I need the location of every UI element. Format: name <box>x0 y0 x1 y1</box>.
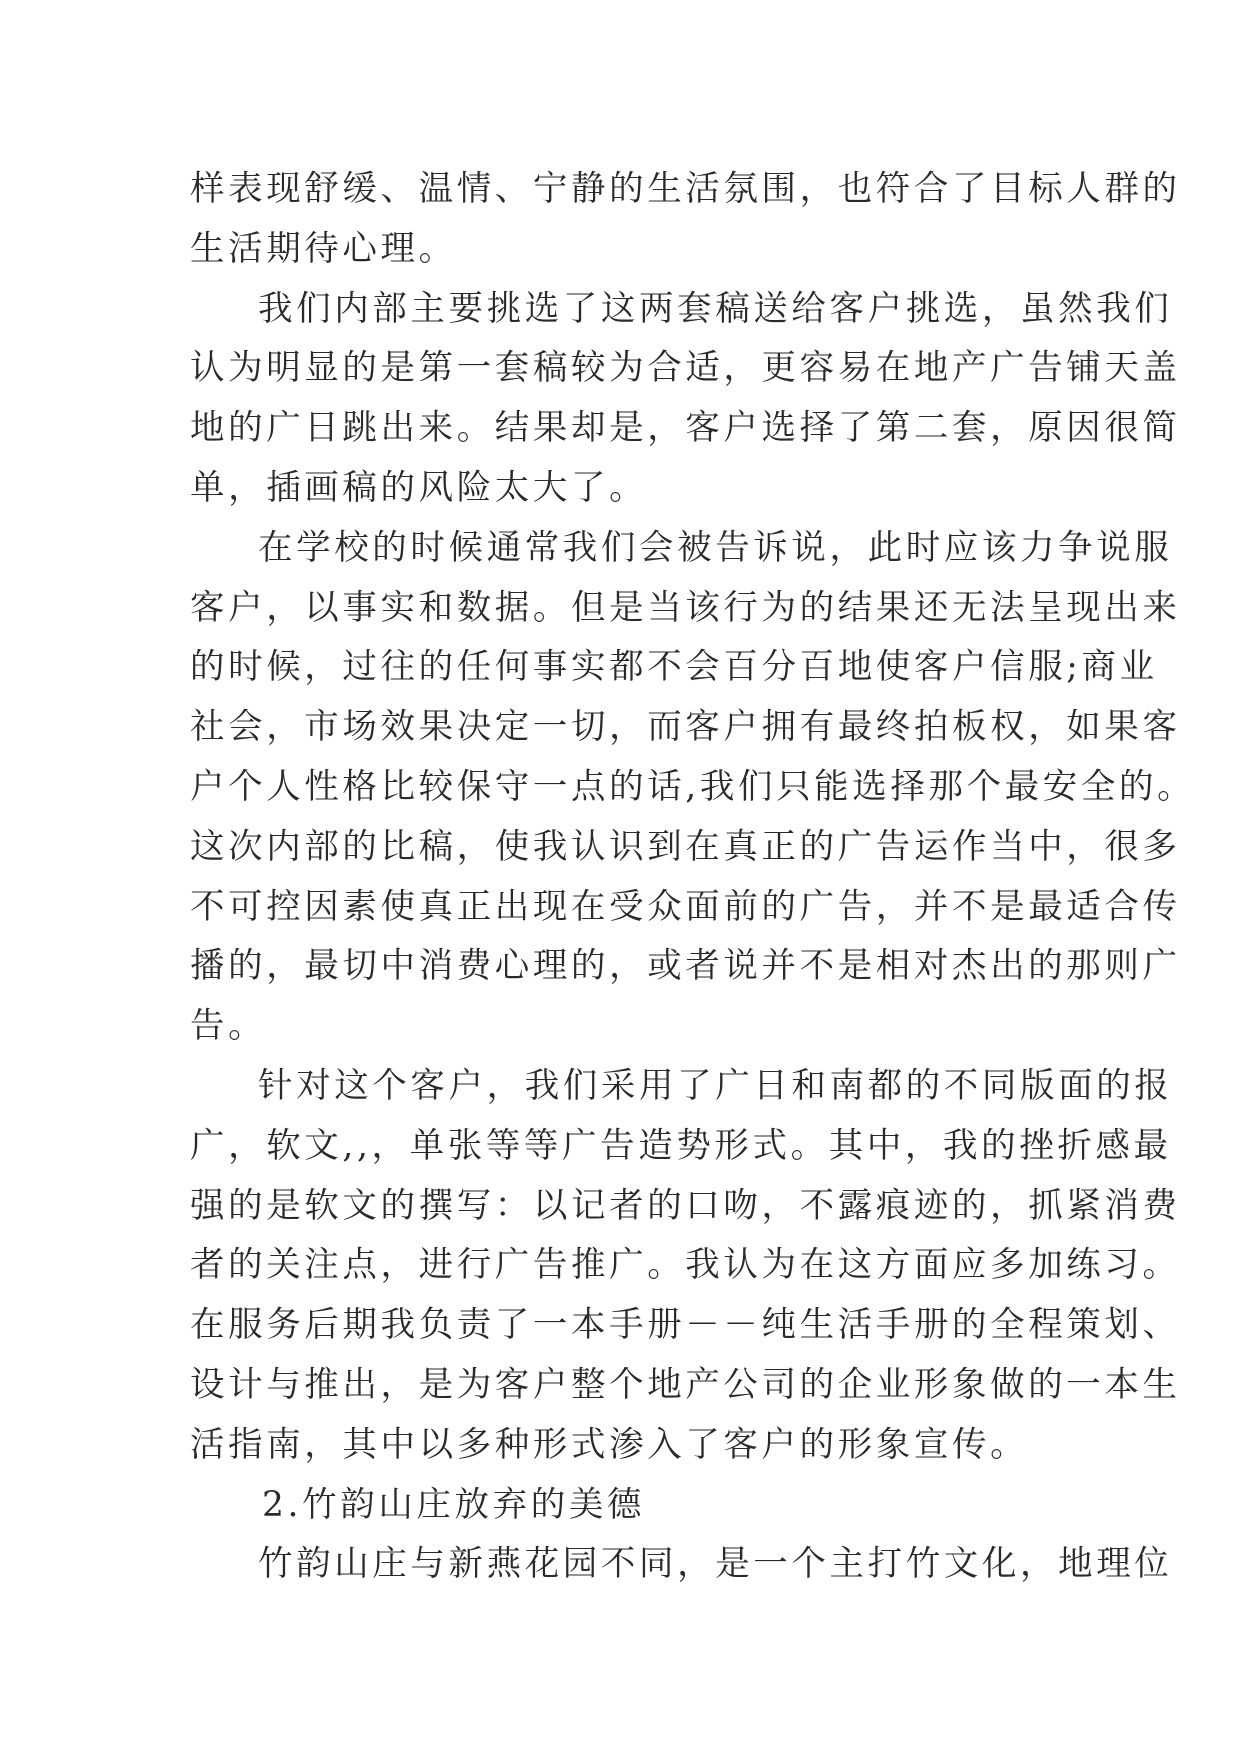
text-line: 广，软文,,，单张等等广告造势形式。其中，我的挫折感最 <box>190 1125 1172 1166</box>
text-line: 者的关注点，进行广告推广。我认为在这方面应多加练习。 <box>190 1245 1181 1286</box>
text-line: 设计与推出，是为客户整个地产公司的企业形象做的一本生 <box>190 1364 1181 1405</box>
text-line: 活指南，其中以多种形式渗入了客户的形象宣传。 <box>190 1424 1029 1465</box>
text-line: 样表现舒缓、温情、宁静的生活氛围，也符合了目标人群的 <box>190 169 1181 209</box>
text-line: 竹韵山庄与新燕花园不同，是一个主打竹文化，地理位 <box>258 1544 1173 1585</box>
section-heading: 2.竹韵山庄放弃的美德 <box>262 1484 646 1525</box>
text-line: 客户，以事实和数据。但是当该行为的结果还无法呈现出来 <box>190 587 1181 628</box>
text-line: 我们内部主要挑选了这两套稿送给客户挑选，虽然我们 <box>258 288 1173 329</box>
text-line: 在服务后期我负责了一本手册－－纯生活手册的全程策划、 <box>190 1305 1181 1346</box>
text-line: 不可控因素使真正出现在受众面前的广告，并不是最适合传 <box>190 886 1181 927</box>
text-line: 告。 <box>190 1006 267 1047</box>
text-line: 强的是软文的撰写：以记者的口吻，不露痕迹的，抓紧消费 <box>190 1185 1181 1226</box>
text-line: 播的，最切中消费心理的，或者说并不是相对杰出的那则广 <box>190 946 1181 987</box>
text-line: 社会，市场效果决定一切，而客户拥有最终拍板权，如果客 <box>190 707 1181 748</box>
text-line: 单，插画稿的风险太大了。 <box>190 467 648 508</box>
text-line: 认为明显的是第一套稿较为合适，更容易在地产广告铺天盖 <box>190 348 1181 389</box>
text-line: 在学校的时候通常我们会被告诉说，此时应该力争说服 <box>258 527 1173 568</box>
text-line: 这次内部的比稿，使我认识到在真正的广告运作当中，很多 <box>190 826 1181 867</box>
text-line: 户个人性格比较保守一点的话,我们只能选择那个最安全的。 <box>190 766 1196 807</box>
text-line: 生活期待心理。 <box>190 228 457 269</box>
text-line: 针对这个客户，我们采用了广日和南都的不同版面的报 <box>258 1065 1173 1106</box>
text-line: 地的广日跳出来。结果却是，客户选择了第二套，原因很简 <box>190 408 1181 449</box>
document-body <box>190 160 1196 1595</box>
text-line: 的时候，过往的任何事实都不会百分百地使客户信服;商业 <box>190 647 1158 688</box>
